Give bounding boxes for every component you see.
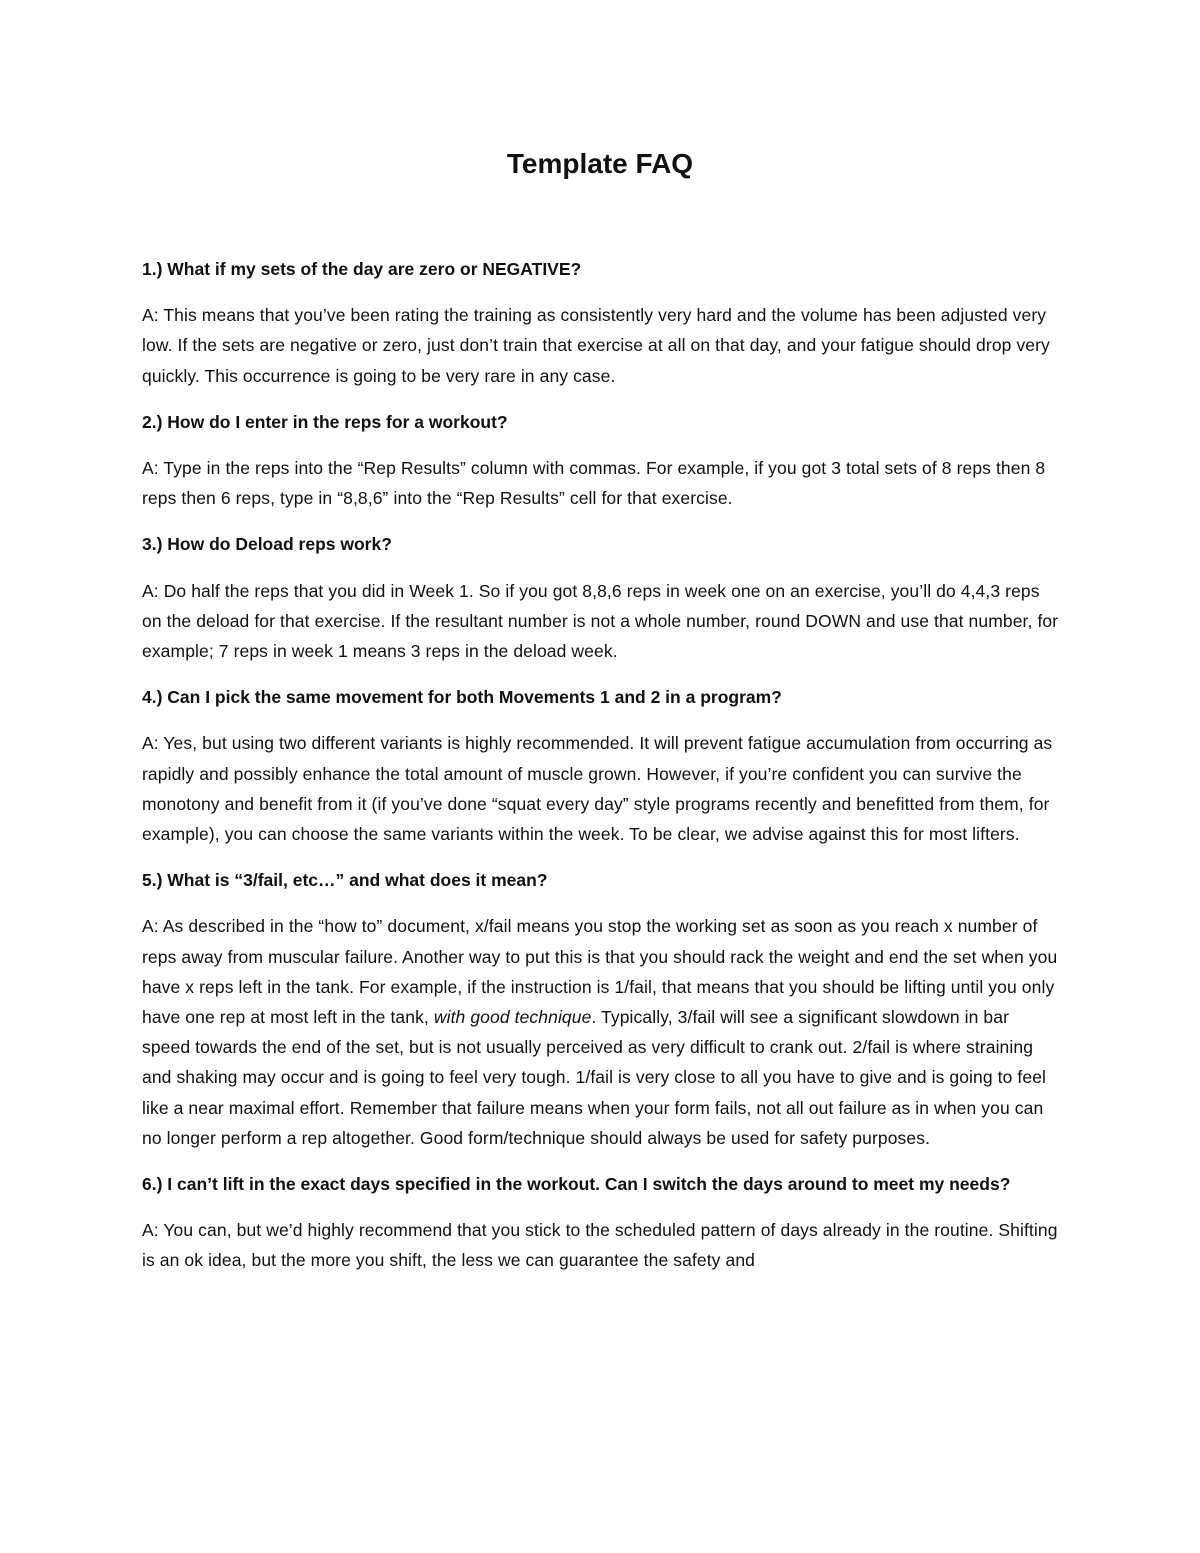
faq-answer: A: Yes, but using two different variants is highly recommended. It will prevent fatigue accumulation from occurring as rapidly and possibly enhance the total amount of muscle grown. However, if you’re confident you can survive the monotony and benefit from it (if you’ve done “squat every day” style programs recently and benefitted from them, for example), you can choose the same variants within the week. To be clear, we advise against this for most lifters. — [142, 733, 1053, 845]
faq-question: 1.) What if my sets of the day are zero or NEGATIVE? — [142, 259, 582, 279]
faq-item — [142, 254, 1060, 391]
faq-question: 3.) How do Deload reps work? — [142, 534, 392, 555]
document-title: Template FAQ — [506, 148, 694, 179]
faq-answer: A: Do half the reps that you did in Week 1. So if you got 8,8,6 reps in week one on an exercise, you’ll do 4,4,3 reps on the deload for that exercise. If the resultant number is not a whole number, round DOWN and use that number, for example; 7 reps in week 1 means 3 reps in the deload week. — [142, 580, 1059, 662]
faq-answer: A: Type in the reps into the “Rep Results” column with commas. For example, if you got 3 total sets of 8 reps then 8 reps then 6 reps, type in “8,8,6” into the “Rep Results” cell for that exercise. — [142, 458, 1046, 509]
faq-answer — [142, 911, 1060, 1153]
faq-answer-text: . Typically, 3/fail will see a significant slowdown in bar speed towards the end of the set, but is not usually perceived as very difficult to crank out. 2/fail is where straining and shaking may occur and is going to feel very tough. 1/fail is very close to all you have to give and is going to feel like a near maximal effort. Remember that failure means when your form fails, not all out failure as in when you can no longer perform a rep altogether. Good form/technique should always be used for safety purposes. — [142, 1007, 1047, 1148]
faq-answer-text: A: As described in the “how to” document, x/fail means you stop the working set as soon as you reach x number of reps away from muscular failure. Another way to put this is that you should rack the weight and end the set when you have x reps left in the tank. For example, if the instruction is 1/fail, that means that you should be lifting until you only have one rep at most left in the tank, — [142, 916, 1058, 1028]
faq-answer: A: This means that you’ve been rating the training as consistently very hard and the volume has been adjusted very low. If the sets are negative or zero, just don’t train that exercise at all on that day, and your fatigue should drop very quickly. This occurrence is going to be very rare in any case. — [142, 305, 1050, 386]
faq-item — [142, 407, 1060, 514]
faq-answer: A: You can, but we’d highly recommend that you stick to the scheduled pattern of days already in the routine. Shifting is an ok idea, but the more you shift, the less we can guarantee the safety and — [142, 1220, 1058, 1271]
faq-item — [142, 865, 1060, 1153]
faq-question: 2.) How do I enter in the reps for a workout? — [142, 411, 508, 432]
faq-item — [142, 529, 1060, 666]
faq-question: 6.) I can’t lift in the exact days specified in the workout. Can I switch the days around to meet my needs? — [142, 1174, 1011, 1195]
faq-answer-emphasis: with good technique — [433, 1007, 592, 1028]
faq-question: 4.) Can I pick the same movement for both Movements 1 and 2 in a program? — [142, 687, 782, 708]
faq-list — [142, 254, 1060, 1292]
faq-item — [142, 682, 1060, 849]
faq-item — [142, 1169, 1060, 1276]
faq-question: 5.) What is “3/fail, etc…” and what does it mean? — [142, 870, 548, 891]
